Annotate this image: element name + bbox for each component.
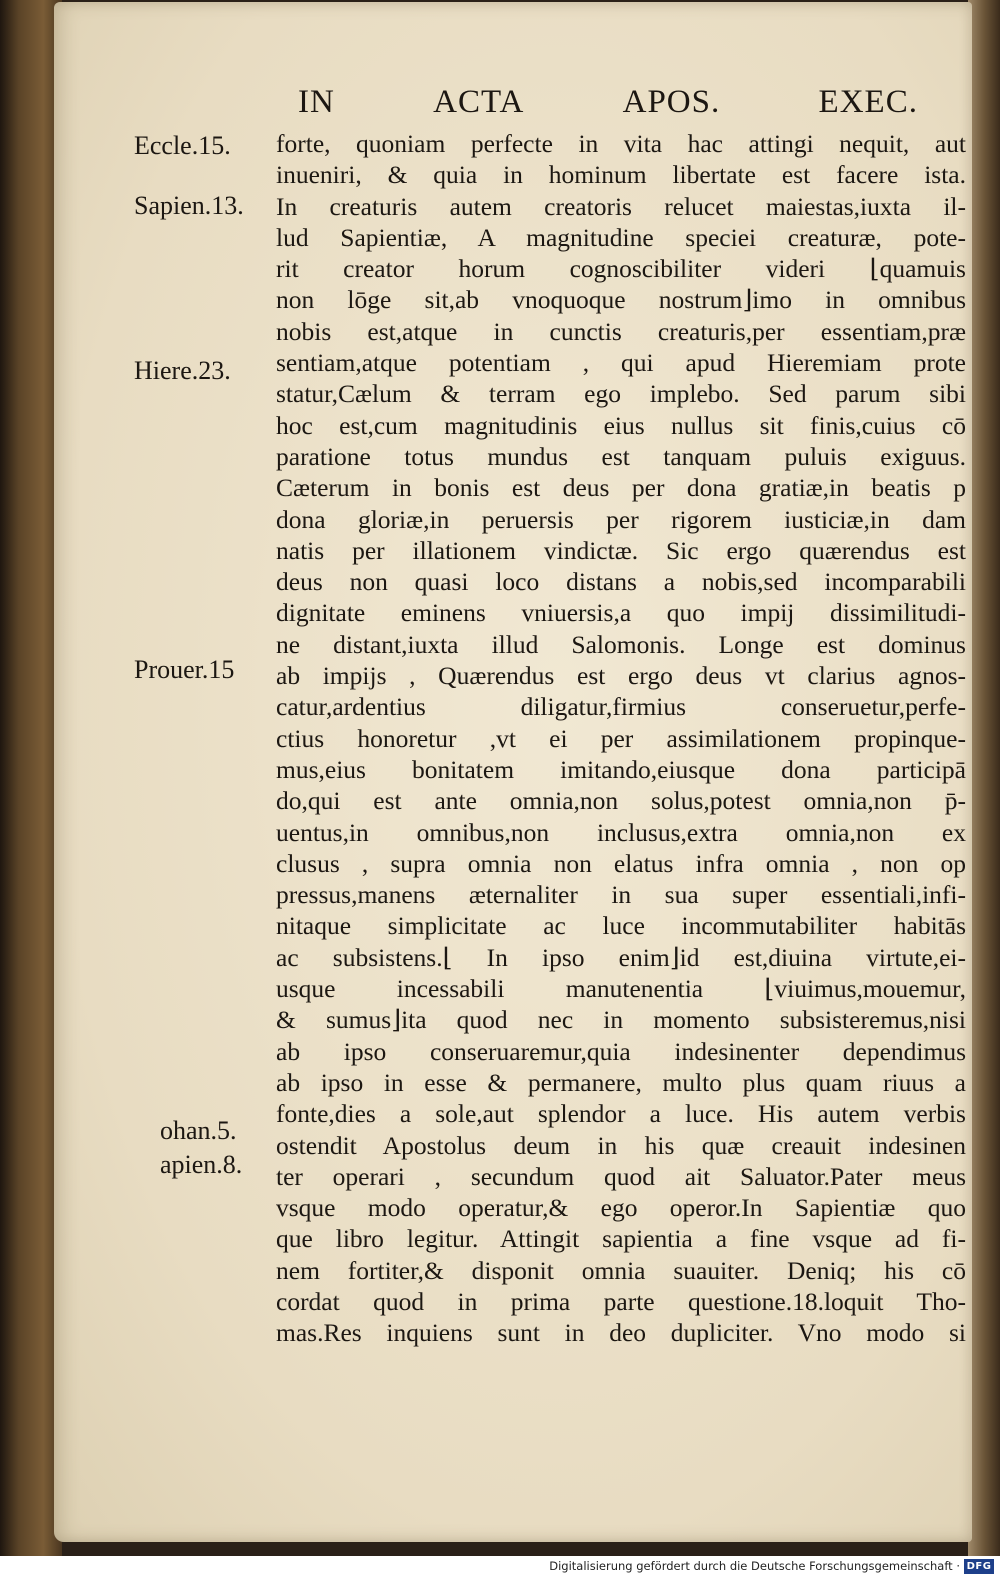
running-head	[298, 84, 918, 124]
text-line: rit creator horum cognoscibiliter videri ⌊quamuis	[276, 254, 966, 284]
text-line: deus non quasi loco distans a nobis,sed incomparabili	[276, 567, 966, 597]
text-line: vsque modo operatur,& ego operor.In Sapientiæ quo	[276, 1193, 966, 1223]
text-line: In creaturis autem creatoris relucet maiestas,iuxta il-	[276, 191, 966, 221]
text-line: cordat quod in prima parte questione.18.loquit Tho-	[276, 1286, 966, 1316]
text-line: ab ipso conseruaremur,quia indesinenter dependimus	[276, 1036, 966, 1066]
text-line: usque incessabili manutenentia ⌊viuimus,mouemur,	[276, 974, 966, 1004]
margin-note-eccle: Eccle.15.	[134, 131, 231, 160]
text-line: pressus,manens æternaliter in sua super essentiali,infi-	[276, 880, 966, 910]
text-line: Cæterum in bonis est deus per dona gratiæ,in beatis p	[276, 473, 966, 503]
margin-note-prouer: Prouer.15	[134, 655, 235, 684]
text-line: nitaque simplicitate ac luce incommutabiliter habitās	[276, 911, 966, 941]
text-line: non lōge sit,ab vnoquoque nostrum⌋imo in omnibus	[276, 285, 966, 315]
running-head-word: IN	[298, 84, 335, 120]
dfg-logo: DFG	[964, 1559, 994, 1574]
text-line: mus,eius bonitatem imitando,eiusque dona participā	[276, 754, 966, 784]
text-line: clusus , supra omnia non elatus infra omnia , non op	[276, 848, 966, 878]
text-line: ter operari , secundum quod ait Saluator.Pater meus	[276, 1161, 966, 1191]
text-line: mas.Res inquiens sunt in deo dupliciter. Vno modo si	[276, 1318, 966, 1348]
text-line: & sumus⌋ita quod nec in momento subsisteremus,nisi	[276, 1005, 966, 1035]
text-line: nobis est,atque in cunctis creaturis,per essentiam,præ	[276, 316, 966, 346]
margin-note-hiere: Hiere.23.	[134, 356, 231, 385]
text-line: forte, quoniam perfecte in vita hac attingi nequit, aut	[276, 129, 966, 158]
running-head-word: EXEC.	[818, 84, 918, 120]
body-text	[276, 128, 966, 1349]
text-line: sentiam,atque potentiam , qui apud Hieremiam prote	[276, 348, 966, 378]
margin-note-iohan: ohan.5.	[160, 1116, 237, 1145]
text-line: ostendit Apostolus deum in his quæ creauit indesinen	[276, 1130, 966, 1160]
text-line: que libro legitur. Attingit sapientia a fine vsque ad fi-	[276, 1224, 966, 1254]
text-line: dona gloriæ,in peruersis per rigorem iusticiæ,in dam	[276, 504, 966, 534]
text-line: catur,ardentius diligatur,firmius conseruetur,perfe-	[276, 692, 966, 722]
text-line: ne distant,iuxta illud Salomonis. Longe est dominus	[276, 629, 966, 659]
text-line: hoc est,cum magnitudinis eius nullus sit finis,cuius cō	[276, 410, 966, 440]
text-line: ac subsistens.⌊ In ipso enim⌋id est,diuina virtute,ei-	[276, 942, 966, 972]
text-line: do,qui est ante omnia,non solus,potest omnia,non p̄-	[276, 786, 966, 816]
margin-note-sapien-13: Sapien.13.	[134, 191, 244, 220]
footer-bar	[0, 1556, 1000, 1578]
running-head-word: ACTA	[433, 84, 525, 120]
text-line: fonte,dies a sole,aut splendor a luce. His autem verbis	[276, 1099, 966, 1129]
text-line: ctius honoretur ,vt ei per assimilationem propinque-	[276, 723, 966, 753]
book-cover-left-edge	[0, 0, 62, 1556]
book-cover-right-edge	[968, 0, 1000, 1556]
text-line: uentus,in omnibus,non inclusus,extra omnia,non ex	[276, 817, 966, 847]
text-line: paratione totus mundus est tanquam puluis exiguus.	[276, 441, 966, 471]
dfg-credit-text: Digitalisierung gefördert durch die Deutsche Forschungsgemeinschaft ·	[549, 1559, 960, 1573]
text-line: lud Sapientiæ, A magnitudine speciei creaturæ, pote-	[276, 222, 966, 252]
text-line: statur,Cælum & terram ego implebo. Sed parum sibi	[276, 379, 966, 409]
text-line: inueniri, & quia in hominum libertate est facere ista.	[276, 160, 966, 190]
text-line: nem fortiter,& disponit omnia suauiter. Deniq; his cō	[276, 1255, 966, 1285]
text-line: dignitate eminens vniuersis,a quo impij dissimilitudi-	[276, 598, 966, 628]
text-line: ab impijs , Quærendus est ergo deus vt clarius agnos-	[276, 661, 966, 691]
text-line: natis per illationem vindictæ. Sic ergo quærendus est	[276, 535, 966, 565]
margin-note-sapien-8: apien.8.	[160, 1150, 243, 1179]
text-line: ab ipso in esse & permanere, multo plus quam riuus a	[276, 1067, 966, 1097]
running-head-word: APOS.	[622, 84, 721, 120]
